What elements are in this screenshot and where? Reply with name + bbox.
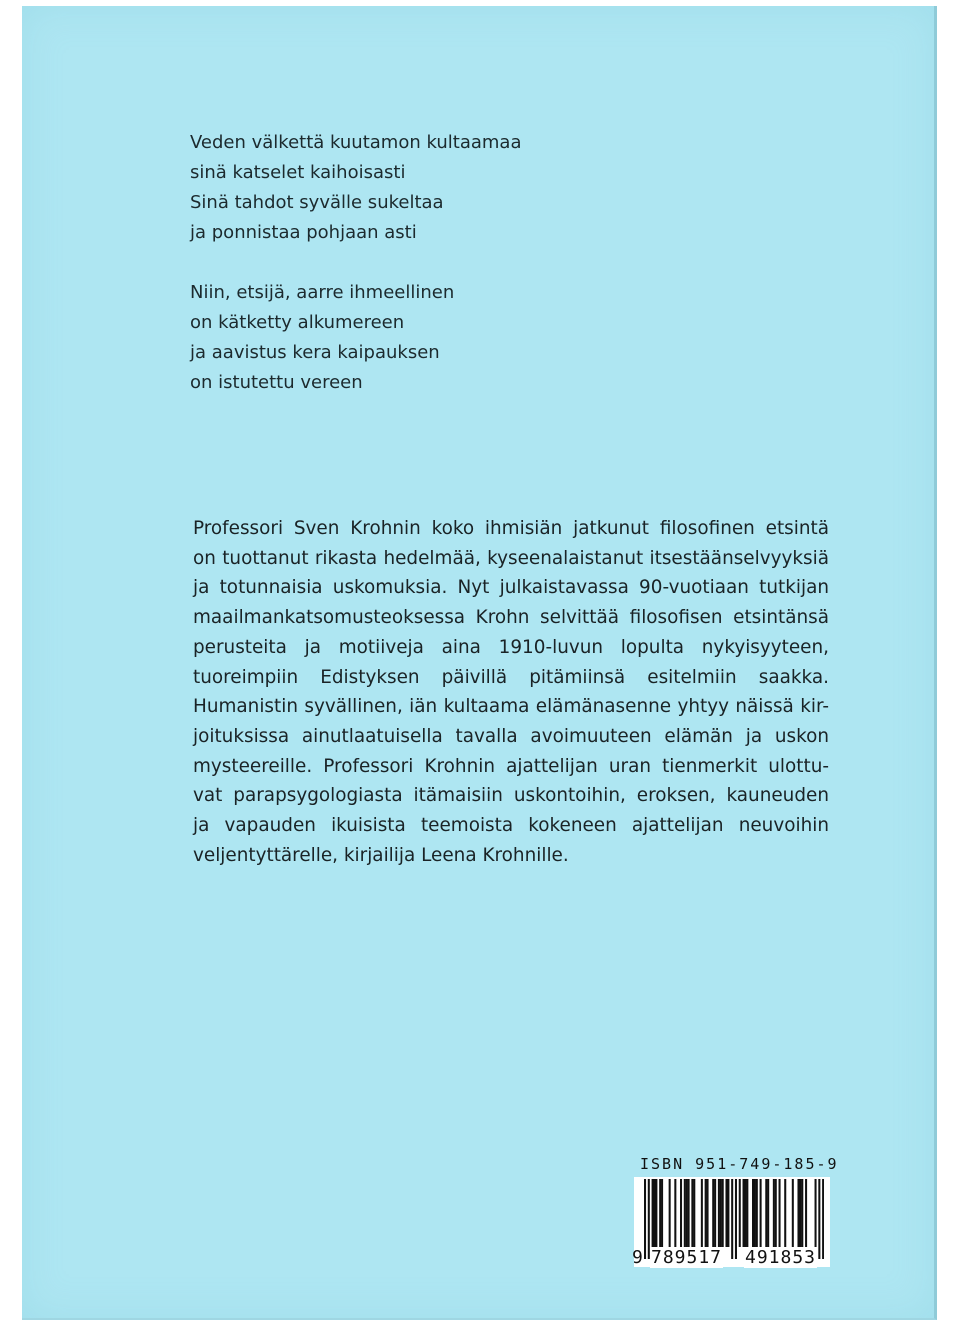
barcode-bar	[701, 1179, 703, 1247]
poem-line: Sinä tahdot syvälle sukeltaa	[190, 192, 444, 213]
barcode-bar	[686, 1179, 688, 1247]
isbn-label: ISBN 951-749-185-9	[640, 1155, 839, 1173]
barcode-bar	[744, 1179, 746, 1247]
barcode-bar	[684, 1179, 686, 1247]
barcode-bar	[815, 1179, 817, 1247]
description-line: ja totunnaisia uskomuksia. Nyt julkaistavassa 90-vuotiaan tutkijan	[193, 577, 829, 599]
barcode-bar	[725, 1179, 727, 1247]
barcode-bar	[731, 1179, 733, 1259]
poem-stanza-1	[190, 128, 521, 248]
barcode-bar	[653, 1179, 655, 1247]
description-line: joituksissa ainutlaatuisella tavalla avoimuuteen elämän ja uskon	[193, 725, 829, 747]
poem-line: sinä katselet kaihoisasti	[190, 162, 406, 183]
description-line: perusteita ja motiiveja aina 1910-luvun lopulta nykyisyyteen,	[193, 636, 829, 658]
barcode-bar	[801, 1179, 803, 1247]
ean-first-digit: 9	[632, 1247, 643, 1268]
ean-left-group: 789517	[651, 1247, 723, 1268]
barcode-bar	[779, 1179, 781, 1247]
description-line: vat parapsygologiasta itämaisiin uskontoihin, eroksen, kauneuden	[193, 785, 829, 807]
description-line: veljentyttärelle, kirjailija Leena Krohnille.	[193, 844, 569, 866]
barcode-bar	[714, 1179, 716, 1247]
barcode-bar	[718, 1179, 720, 1247]
barcode-bar	[712, 1179, 714, 1247]
barcode-bar	[739, 1179, 741, 1247]
poem-line: ja aavistus kera kaipauksen	[190, 342, 440, 363]
description-line: ja vapauden ikuisista teemoista kokeneen ajattelijan neuvoihin	[193, 815, 829, 837]
isbn-barcode	[632, 1155, 839, 1268]
barcode-bar	[652, 1179, 654, 1247]
barcode-bar	[756, 1179, 758, 1247]
barcode-bar	[688, 1179, 690, 1247]
poem-line: Niin, etsijä, aarre ihmeellinen	[190, 282, 455, 303]
barcode-bar	[805, 1179, 807, 1247]
barcode-bar	[674, 1179, 676, 1247]
barcode-bar	[680, 1179, 682, 1247]
book-description	[193, 514, 829, 870]
barcode-bar	[669, 1179, 671, 1247]
description-line: mysteereille. Professori Krohnin ajattelijan uran tienmerkit ulottu-	[193, 755, 829, 777]
description-line: on tuottanut rikasta hedelmää, kyseenalaistanut itsestäänselvyyksiä	[193, 547, 829, 569]
poem-line: ja ponnistaa pohjaan asti	[190, 222, 417, 243]
barcode-bar	[754, 1179, 756, 1247]
barcode-bar	[797, 1179, 799, 1247]
barcode-bar	[792, 1179, 794, 1247]
barcode-bar	[722, 1179, 724, 1247]
barcode-bar	[784, 1179, 786, 1247]
book-back-cover	[22, 6, 937, 1320]
barcode-bar	[760, 1179, 762, 1247]
barcode-bar	[746, 1179, 748, 1247]
barcode-bar	[661, 1179, 663, 1247]
barcode-bar	[765, 1179, 767, 1247]
poem-stanza-2	[190, 278, 521, 398]
barcode-bar	[720, 1179, 722, 1247]
barcode-bar	[727, 1179, 729, 1247]
barcode-area	[634, 1177, 830, 1267]
barcode-bar	[775, 1179, 777, 1247]
barcode-bar	[707, 1179, 709, 1247]
description-line: Professori Sven Krohnin koko ihmisiän jatkunut filosofinen etsintä	[193, 518, 829, 539]
description-line: tuoreimpiin Edistyksen päivillä pitämiinsä esitelmiin saakka.	[193, 666, 829, 688]
barcode-bar	[752, 1179, 754, 1247]
barcode-bar	[799, 1179, 801, 1247]
barcode-bar	[822, 1179, 824, 1259]
description-line: maailmankatsomusteoksessa Krohn selvittää filosofisen etsintänsä	[193, 607, 829, 629]
poem	[190, 128, 521, 428]
description-line: Humanistin syvällinen, iän kultaama elämänasenne yhtyy näissä kir-	[193, 696, 829, 718]
barcode-bar	[705, 1179, 707, 1247]
barcode-bar	[767, 1179, 769, 1247]
barcode-bar	[773, 1179, 775, 1247]
barcode-bar	[743, 1179, 745, 1247]
poem-line: on kätketty alkumereen	[190, 312, 405, 333]
barcode-bar	[659, 1179, 661, 1247]
ean-right-group: 491853	[745, 1247, 817, 1268]
poem-line: Veden välkettä kuutamon kultaamaa	[190, 132, 522, 153]
barcode-bar	[691, 1179, 693, 1247]
poem-line: on istutettu vereen	[190, 372, 363, 393]
barcode-bar	[735, 1179, 737, 1259]
barcode-bar	[644, 1179, 646, 1259]
barcode-bar	[693, 1179, 695, 1247]
barcode-bar	[818, 1179, 820, 1259]
barcode-bar	[655, 1179, 657, 1247]
